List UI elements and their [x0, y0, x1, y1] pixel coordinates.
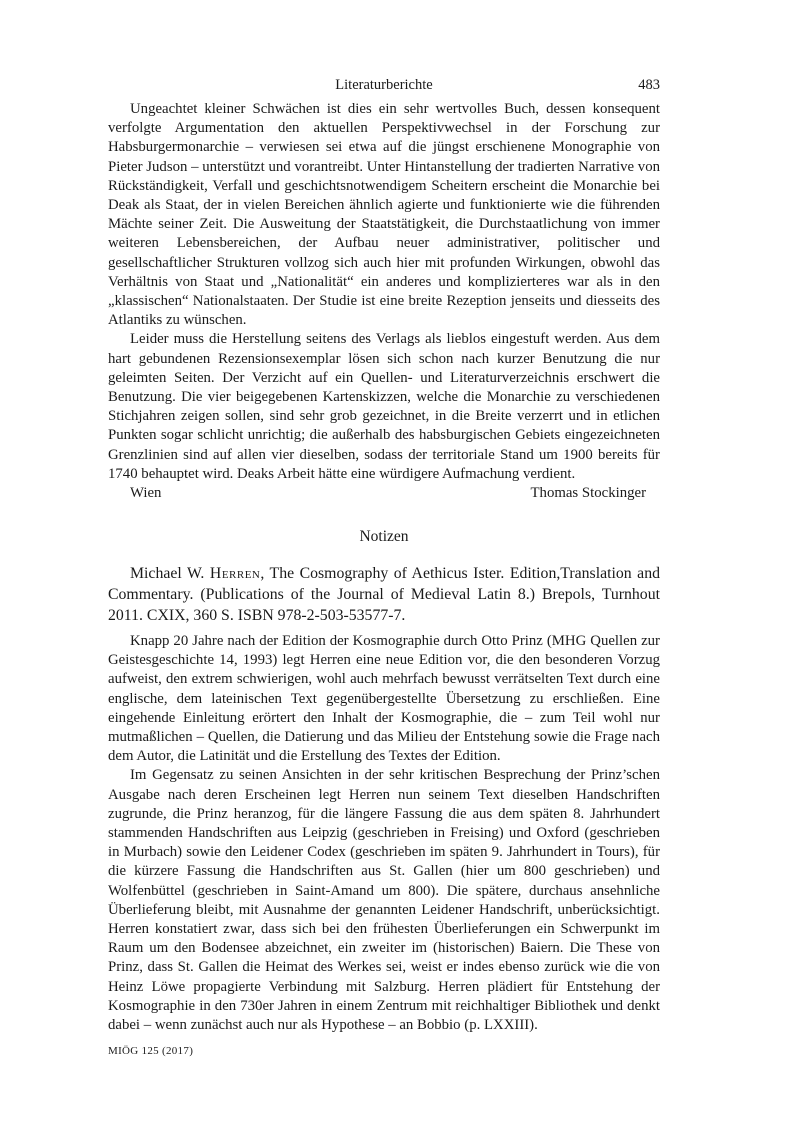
notice-text: [108, 632, 660, 1035]
review-author: Thomas Stockinger: [530, 485, 646, 502]
review-text: [108, 100, 660, 503]
review-paragraph: Leider muss die Herstellung seitens des Verlags als lieblos eingestuft werden. Aus dem hart gebundenen Rezensionsexemplar lösen sich schon nach kurzer Benutzung die nur geleimten Seiten. Der Verzicht auf ein Quellen- und Literaturverzeichnis erschwert die Benutzung. Die vier beigegebenen Kartenskizzen, welche die Monarchie zu verschiedenen Stichjahren zeigen sollen, sind sehr grob gezeichnet, in die Breite verzerrt und in etlichen Punkten sogar schlicht unrichtig; die außerhalb des habsburgischen Gebiets eingezeichneten Grenzlinien sind auf allen vier dieselben, sodass der territoriale Stand um 1900 bereits für 1740 behauptet wird. Deaks Arbeit hätte eine würdigere Aufmachung verdient.: [108, 331, 660, 482]
bibliographic-entry: [108, 563, 660, 626]
bib-author-last: Herren: [209, 565, 261, 582]
review-paragraph: Ungeachtet kleiner Schwächen ist dies ein sehr wertvolles Buch, dessen konsequent verfolgte Argumentation den aktuellen Perspektivwechsel in der Forschung zur Habsburgermonarchie – verwiesen sei etwa auf die jüngst erschienene Monographie von Pieter Judson – unterstützt und vorantreibt. Unter Hintanstellung der tradierten Narrative von Rückständigkeit, Verfall und geschichtsnotwendigem Scheitern erscheint die Monarchie bei Deak als Staat, der in vielen Bereichen ähnlich agierte und funktionierte wie die führenden Mächte seiner Zeit. Die Ausweitung der Staatstätigkeit, die Durchstaatlichung von immer weiteren Lebensbereichen, der Aufbau neuer administrativer, politischer und gesellschaftlicher Strukturen vollzog sich auch hier mit profunden Wirkungen, obwohl das Verhältnis von Staat und „Nationalität“ ein anderes und komplizierteres war als in den „klassischen“ Nationalstaaten. Der Studie ist eine breite Rezeption jenseits und diesseits des Atlantiks zu wünschen.: [108, 101, 660, 329]
notice-paragraph: Im Gegensatz zu seinen Ansichten in der sehr kritischen Besprechung der Prinz’schen Ausgabe nach deren Erscheinen legt Herren nun seinem Text dieselben Handschriften zugrunde, die Prinz heranzog, für die längere Fassung die aus dem späten 8. Jahrhundert stammenden Handschriften aus Leipzig (geschrieben in Freising) und Oxford (geschrieben in Murbach) sowie den Leidener Codex (geschrieben im späten 9. Jahrhundert in Tours), für die kürzere Fassung die Handschriften aus St. Gallen (hier um 800 geschrieben) und Wolfenbüttel (geschrieben in Saint-Amand um 800). Die spätere, durchaus ansehnliche Überlieferung bleibt, mit Ausnahme der genannten Leidener Handschrift, unberücksichtigt. Herren konstatiert zwar, dass sich bei den frühesten Überlieferungen ein Schwerpunkt im Raum um den Bodensee abzeichnet, ein zweiter im (historischen) Baiern. Die These von Prinz, dass St. Gallen die Heimat des Werkes sei, weist er indes ebenso zurück wie die von Heinz Löwe propagierte Verbindung mit Salzburg. Herren plädiert für Entstehung der Kosmographie in den 730er Jahren in einem Zentrum mit reichhaltiger Bibliothek und denkt dabei – wenn zunächst auch nur als Hypothese – an Bobbio (p. LXXIII).: [108, 767, 660, 1034]
page-number: 483: [638, 77, 660, 93]
review-signature: [108, 484, 660, 503]
notice-paragraph: Knapp 20 Jahre nach der Edition der Kosmographie durch Otto Prinz (MHG Quellen zur Geistesgeschichte 14, 1993) legt Herren eine neue Edition vor, die den besonderen Vorzug aufweist, den extrem schwierigen, wohl auch mehrfach bewusst verrätselten Text durch eine englische, dem lateinischen Text gegenübergestellte Übersetzung zu erschließen. Eine eingehende Einleitung erörtert den Inhalt der Kosmographie, die – zum Teil wohl nur mutmaßlichen – Quellen, die Datierung und das Milieu der Entstehung sowie die Frage nach dem Autor, die Latinität und die Erstellung des Textes der Edition.: [108, 633, 660, 765]
running-title: Literaturberichte: [335, 77, 433, 93]
section-title: Notizen: [359, 528, 409, 545]
running-head: [108, 75, 660, 95]
bib-details: , The Cosmography of Aethicus Ister. Edition,Translation and Commentary. (Publications of the Journal of Medieval Latin 8.) Brepols, Turnhout 2011. CXIX, 360 S. ISBN 978-2-503-53577-7.: [108, 565, 660, 624]
notice-bibliography: [108, 563, 660, 626]
journal-footer: MIÖG 125 (2017): [108, 1045, 194, 1057]
bib-author-first: Michael W.: [130, 565, 205, 582]
review-place: Wien: [130, 485, 162, 502]
